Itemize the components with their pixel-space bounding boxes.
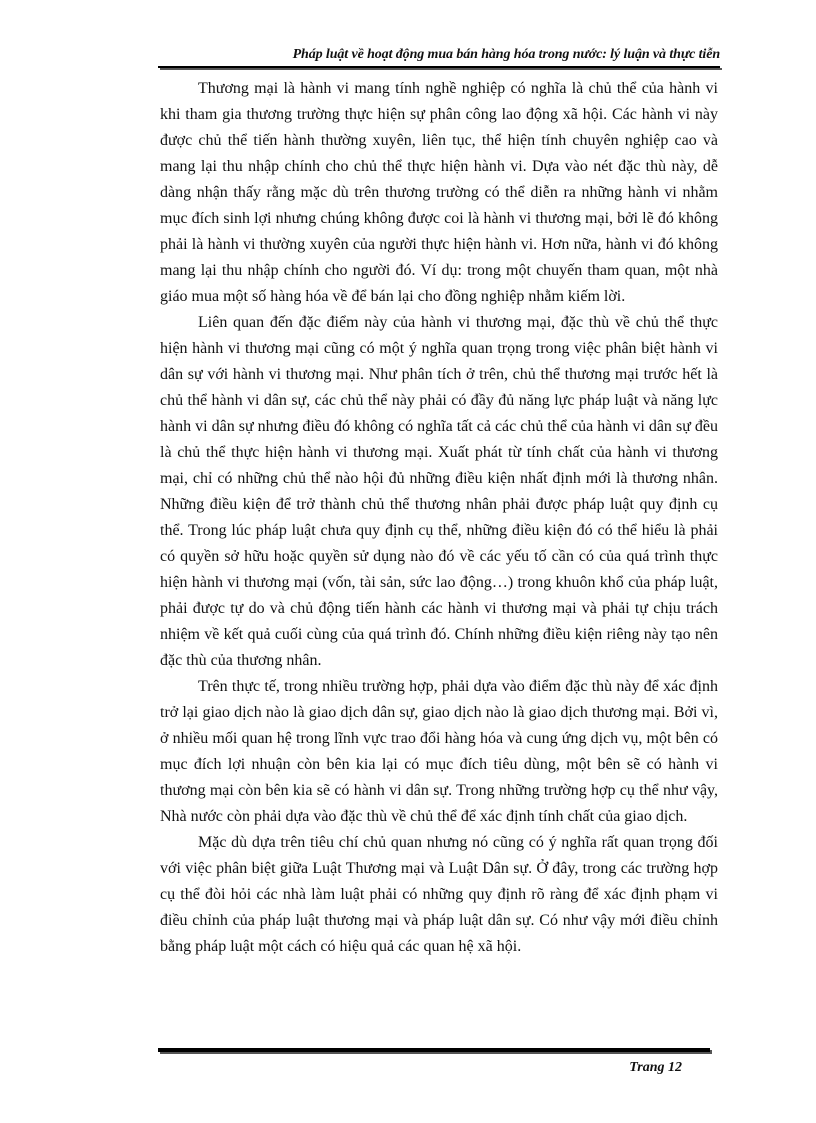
page-number: Trang 12 — [629, 1060, 682, 1075]
page-footer — [158, 1048, 720, 1088]
header-divider — [158, 66, 720, 68]
footer-divider — [158, 1048, 710, 1052]
body-paragraph-2: Liên quan đến đặc điểm này của hành vi thương mại, đặc thù về chủ thể thực hiện hành vi thương mại cũng có một ý nghĩa quan trọng trong việc phân biệt hành vi dân sự với hành vi thương mại. Như phân tích ở trên, chủ thể thương mại trước hết là chủ thể hành vi dân sự, các chủ thể này phải có đầy đủ năng lực pháp luật và năng lực hành vi dân sự nhưng điều đó không có nghĩa tất cả các chủ thể của hành vi dân sự đều là chủ thể thực hiện hành vi thương mại. Xuất phát từ tính chất của hành vi thương mại, chỉ có những chủ thể nào hội đủ những điều kiện nhất định mới là thương nhân. Những điều kiện để trở thành chủ thể thương nhân phải được pháp luật quy định cụ thể. Trong lúc pháp luật chưa quy định cụ thể, những điều kiện đó có thể hiểu là phải có quyền sở hữu hoặc quyền sử dụng nào đó về các yếu tố cần có của quá trình thực hiện hành vi thương mại (vốn, tài sản, sức lao động…) trong khuôn khổ của pháp luật, phải được tự do và chủ động tiến hành các hành vi thương mại và phải tự chịu trách nhiệm về kết quả cuối cùng của quá trình đó. Chính những điều kiện riêng này tạo nên đặc thù của thương nhân. — [160, 314, 718, 669]
running-header-title: Pháp luật về hoạt động mua bán hàng hóa trong nước: lý luận và thực tiễn — [292, 47, 720, 62]
document-body — [160, 76, 718, 960]
page-header — [158, 44, 720, 66]
body-paragraph-4: Mặc dù dựa trên tiêu chí chủ quan nhưng nó cũng có ý nghĩa rất quan trọng đối với việc phân biệt giữa Luật Thương mại và Luật Dân sự. Ở đây, trong các trường hợp cụ thể đòi hỏi các nhà làm luật phải có những quy định rõ ràng để xác định phạm vi điều chỉnh của pháp luật thương mại và pháp luật dân sự. Có như vậy mới điều chỉnh bằng pháp luật một cách có hiệu quả các quan hệ xã hội. — [160, 834, 718, 955]
body-paragraph-3: Trên thực tế, trong nhiều trường hợp, phải dựa vào điểm đặc thù này để xác định trở lại giao dịch nào là giao dịch dân sự, giao dịch nào là giao dịch thương mại. Bởi vì, ở nhiều mối quan hệ trong lĩnh vực trao đổi hàng hóa và cung ứng dịch vụ, một bên có mục đích lợi nhuận còn bên kia lại có mục đích tiêu dùng, một bên sẽ có hành vi thương mại còn bên kia sẽ có hành vi dân sự. Trong những trường hợp cụ thể như vậy, Nhà nước còn phải dựa vào đặc thù về chủ thể để xác định tính chất của giao dịch. — [160, 678, 718, 825]
body-paragraph-1: Thương mại là hành vi mang tính nghề nghiệp có nghĩa là chủ thể của hành vi khi tham gia thương trường thực hiện sự phân công lao động xã hội. Các hành vi này được chủ thể tiến hành thường xuyên, liên tục, thể hiện tính chuyên nghiệp cao và mang lại thu nhập chính cho chủ thể thực hiện hành vi. Dựa vào nét đặc thù này, dễ dàng nhận thấy rằng mặc dù trên thương trường có thể diễn ra những hành vi nhằm mục đích sinh lợi nhưng chúng không được coi là hành vi thương mại, bởi lẽ đó không phải là hành vi thường xuyên của người thực hiện hành vi. Hơn nữa, hành vi đó không mang lại thu nhập chính cho người đó. Ví dụ: trong một chuyến tham quan, một nhà giáo mua một số hàng hóa về để bán lại cho đồng nghiệp nhằm kiếm lời. — [160, 80, 718, 305]
